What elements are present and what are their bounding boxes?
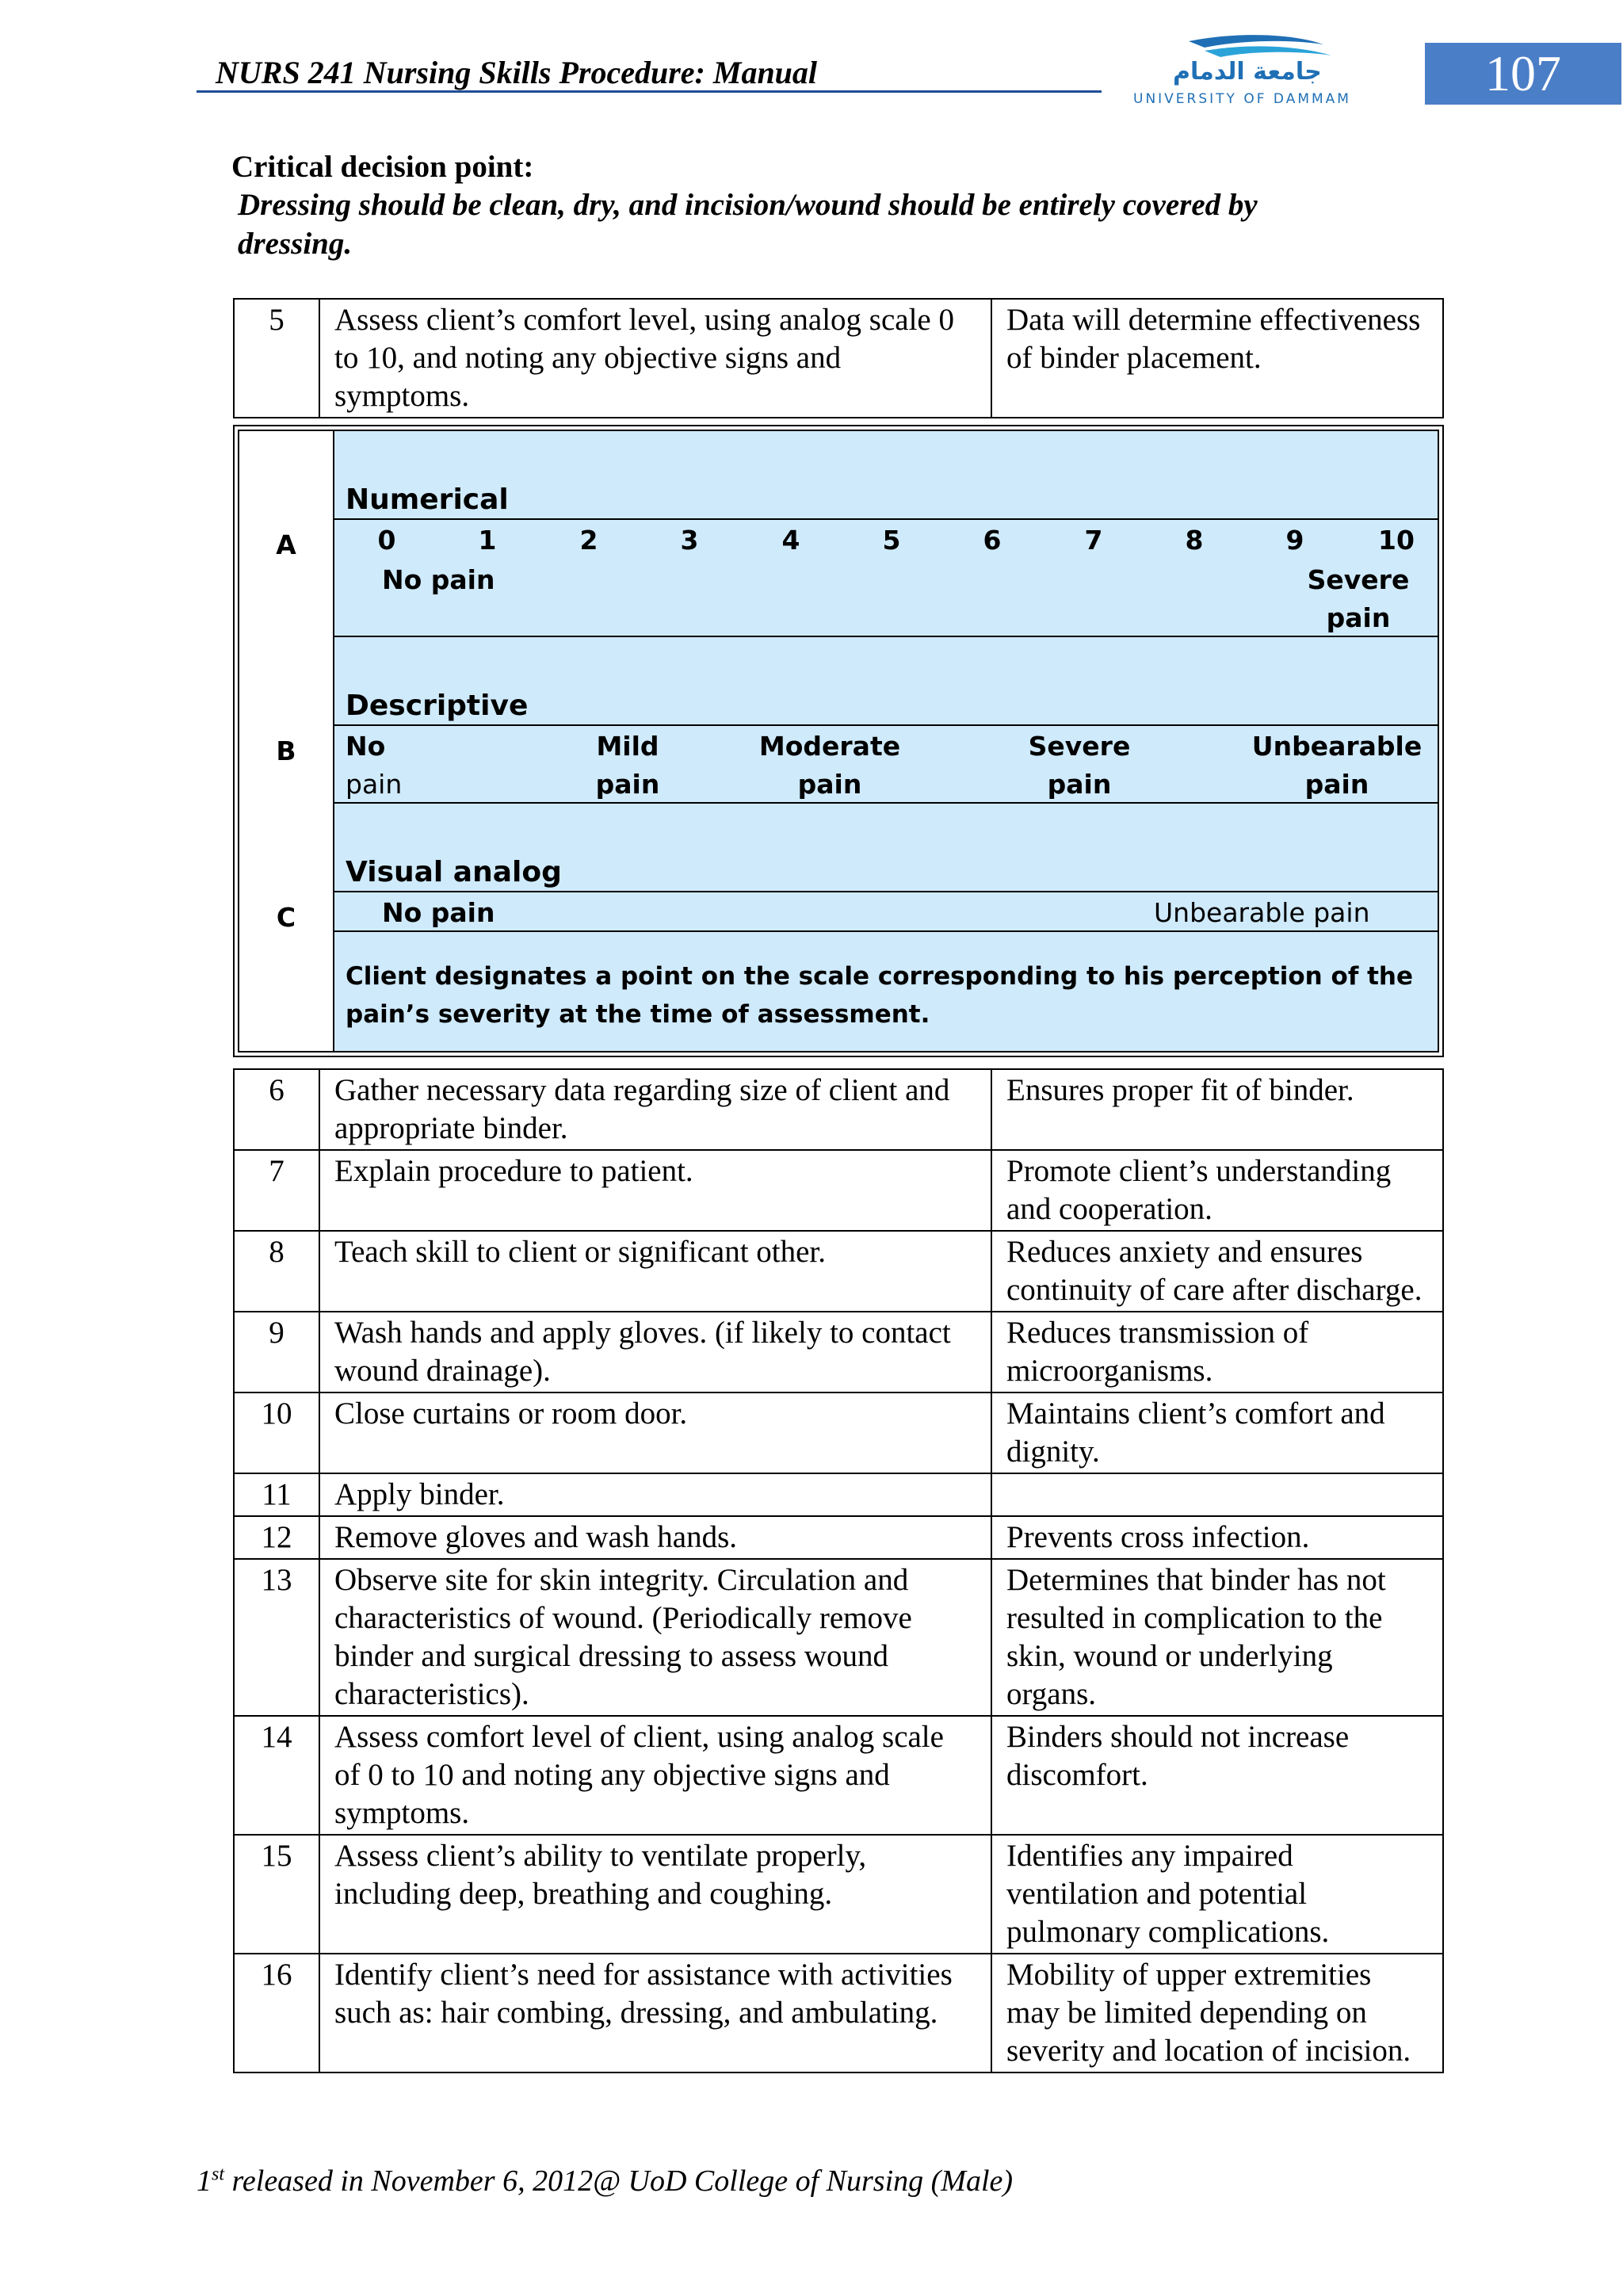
step-action: Remove gloves and wash hands. — [319, 1516, 991, 1559]
divider — [334, 802, 1438, 804]
descriptive-label: Descriptive — [346, 690, 529, 722]
table-row — [234, 1716, 1443, 1835]
table-row — [234, 1231, 1443, 1312]
step-number: 5 — [234, 299, 319, 418]
divider — [334, 636, 1438, 637]
table-row — [234, 1473, 1443, 1516]
scale-number: 5 — [882, 525, 901, 556]
footer-text: released in November 6, 2012@ UoD College of Nursing (Male) — [224, 2164, 1014, 2198]
step-action: Gather necessary data regarding size of client and appropriate binder. — [319, 1069, 991, 1150]
step-number: 7 — [234, 1150, 319, 1231]
scale-number: 8 — [1185, 525, 1204, 556]
step-rationale: Reduces transmission of microorganisms. — [991, 1312, 1443, 1392]
step-rationale: Data will determine effectiveness of binder placement. — [991, 299, 1443, 418]
visual-unbearable-pain: Unbearable pain — [1154, 897, 1370, 928]
scale-number: 1 — [478, 525, 497, 556]
step-action: Assess client’s ability to ventilate properly, including deep, breathing and coughing. — [319, 1835, 991, 1954]
descriptive-level: No — [346, 731, 386, 762]
steps-table — [233, 1068, 1444, 2073]
descriptive-level-sub: pain — [346, 769, 403, 800]
step-rationale: Identifies any impaired ventilation and potential pulmonary complications. — [991, 1835, 1443, 1954]
table-row — [234, 1835, 1443, 1954]
step-number: 10 — [234, 1392, 319, 1473]
step-number: 11 — [234, 1473, 319, 1516]
descriptive-level: Mild — [596, 731, 659, 762]
descriptive-level: Severe — [1028, 731, 1131, 762]
step-action: Assess comfort level of client, using analog scale of 0 to 10 and noting any objective signs and symptoms. — [319, 1716, 991, 1835]
scale-number: 4 — [781, 525, 800, 556]
step-rationale — [991, 1473, 1443, 1516]
scale-number: 2 — [579, 525, 598, 556]
scale-number: 7 — [1084, 525, 1103, 556]
visual-analog-label: Visual analog — [346, 856, 562, 888]
step-rationale: Prevents cross infection. — [991, 1516, 1443, 1559]
scale-number: 10 — [1378, 525, 1415, 556]
step-5-table — [233, 298, 1444, 418]
scale-content — [334, 431, 1438, 1051]
table-row — [234, 1954, 1443, 2073]
svg-text:جامعة الدمام: جامعة الدمام — [1173, 58, 1322, 86]
step-number: 8 — [234, 1231, 319, 1312]
table-row — [234, 1150, 1443, 1231]
descriptive-level-sub: pain — [1304, 769, 1369, 800]
step-rationale: Promote client’s understanding and cooperation. — [991, 1150, 1443, 1231]
divider — [334, 518, 1438, 520]
step-number: 14 — [234, 1716, 319, 1835]
descriptive-level-sub: pain — [1047, 769, 1112, 800]
university-logo — [1133, 30, 1396, 109]
step-number: 15 — [234, 1835, 319, 1954]
scale-number: 3 — [680, 525, 699, 556]
critical-decision-text: Dressing should be clean, dry, and incision/wound should be entirely covered by dressing. — [238, 188, 1258, 261]
scale-letter-column — [239, 431, 334, 1051]
table-row — [234, 299, 1443, 418]
divider — [334, 891, 1438, 892]
step-rationale: Ensures proper fit of binder. — [991, 1069, 1443, 1150]
step-action: Close curtains or room door. — [319, 1392, 991, 1473]
table-row — [234, 1559, 1443, 1716]
step-action: Observe site for skin integrity. Circulation and characteristics of wound. (Periodically remove binder and surgical dressing to assess wound characteristics). — [319, 1559, 991, 1716]
step-action: Identify client’s need for assistance with activities such as: hair combing, dressing, and ambulating. — [319, 1954, 991, 2073]
scale-letter-b: B — [276, 735, 296, 766]
step-rationale: Maintains client’s comfort and dignity. — [991, 1392, 1443, 1473]
step-rationale: Reduces anxiety and ensures continuity of care after discharge. — [991, 1231, 1443, 1312]
descriptive-level: Moderate — [758, 731, 901, 762]
step-action: Assess client’s comfort level, using analog scale 0 to 10, and noting any objective signs and symptoms. — [319, 299, 991, 418]
scale-number: 9 — [1285, 525, 1304, 556]
scale-number: 0 — [377, 525, 396, 556]
step-rationale: Mobility of upper extremities may be limited depending on severity and location of incision. — [991, 1954, 1443, 2073]
scale-letter-a: A — [276, 529, 296, 560]
page-number: 107 — [1425, 43, 1621, 105]
pain-scale-panel — [233, 425, 1444, 1057]
steps-body — [234, 1069, 1443, 2073]
step-number: 13 — [234, 1559, 319, 1716]
step-number: 16 — [234, 1954, 319, 2073]
numerical-label: Numerical — [346, 483, 509, 516]
descriptive-level: Unbearable — [1251, 731, 1423, 762]
visual-no-pain: No pain — [382, 897, 495, 928]
step-rationale: Binders should not increase discomfort. — [991, 1716, 1443, 1835]
divider — [334, 930, 1438, 932]
step-number: 6 — [234, 1069, 319, 1150]
numerical-severe-pain: pain — [1326, 602, 1391, 633]
step-rationale: Determines that binder has not resulted in complication to the skin, wound or underlying organs. — [991, 1559, 1443, 1716]
step-number: 9 — [234, 1312, 319, 1392]
critical-decision-title: Critical decision point: — [231, 150, 534, 184]
table-row — [234, 1312, 1443, 1392]
table-row — [234, 1069, 1443, 1150]
document-title: NURS 241 Nursing Skills Procedure: Manual — [216, 55, 818, 90]
table-row — [234, 1516, 1443, 1559]
table-row — [234, 1392, 1443, 1473]
visual-analog-note: Client designates a point on the scale corresponding to his perception of the pain’s severity at the time of assessment. — [346, 962, 1414, 1029]
scale-number: 6 — [983, 525, 1002, 556]
step-action: Explain procedure to patient. — [319, 1150, 991, 1231]
step-action: Apply binder. — [319, 1473, 991, 1516]
footer — [197, 2164, 1013, 2199]
footer-ordinal: 1 — [197, 2164, 212, 2198]
numerical-severe: Severe — [1307, 564, 1410, 595]
svg-text:UNIVERSITY OF DAMMAM: UNIVERSITY OF DAMMAM — [1133, 91, 1351, 107]
step-action: Wash hands and apply gloves. (if likely to contact wound drainage). — [319, 1312, 991, 1392]
numerical-no-pain: No pain — [382, 564, 495, 595]
footer-ordinal-suffix: st — [212, 2164, 225, 2185]
step-action: Teach skill to client or significant other. — [319, 1231, 991, 1312]
step-number: 12 — [234, 1516, 319, 1559]
header-rule — [197, 90, 1102, 93]
divider — [334, 724, 1438, 726]
descriptive-level-sub: pain — [797, 769, 862, 800]
descriptive-level-sub: pain — [595, 769, 660, 800]
scale-letter-c: C — [276, 902, 296, 933]
